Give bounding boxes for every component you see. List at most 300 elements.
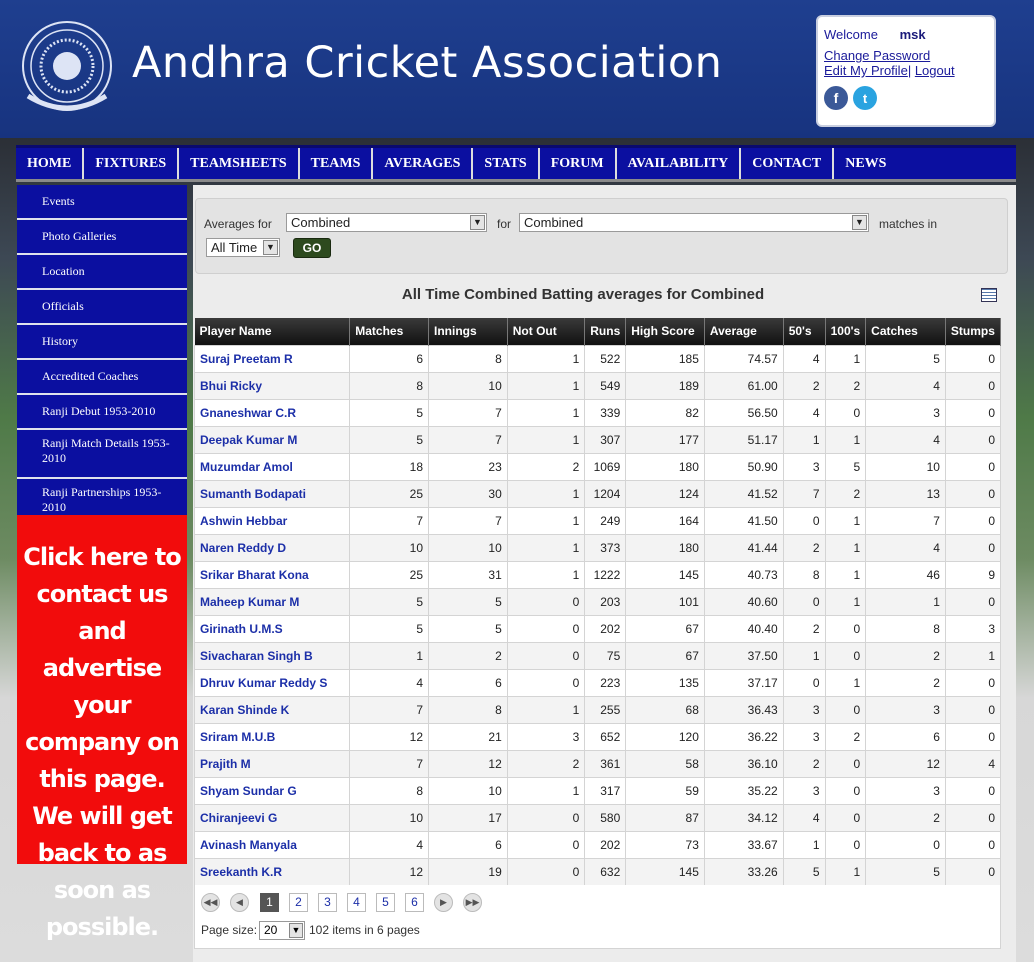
- table-cell: 0: [507, 858, 585, 885]
- player-name-link[interactable]: Girinath U.M.S: [195, 615, 350, 642]
- association-logo-icon: [18, 18, 116, 118]
- table-cell: 202: [585, 831, 626, 858]
- table-title: All Time Combined Batting averages for Combined: [401, 286, 765, 303]
- table-cell: 1: [825, 507, 866, 534]
- table-cell: 0: [507, 615, 585, 642]
- table-cell: 50.90: [704, 453, 783, 480]
- site-title: Andhra Cricket Association: [132, 38, 723, 88]
- table-cell: 1: [507, 345, 585, 372]
- table-cell: 0: [945, 399, 1000, 426]
- table-cell: 13: [866, 480, 946, 507]
- table-cell: 1: [507, 696, 585, 723]
- sidebar-item-ranji-match-details[interactable]: Ranji Match Details 1953-2010: [17, 430, 187, 479]
- table-cell: 3: [783, 723, 825, 750]
- table-cell: 1: [825, 534, 866, 561]
- sidebar-item-history[interactable]: History: [17, 325, 187, 360]
- table-cell: 549: [585, 372, 626, 399]
- player-name-link[interactable]: Dhruv Kumar Reddy S: [195, 669, 350, 696]
- col-high-score[interactable]: High Score: [626, 318, 705, 345]
- col-innings[interactable]: Innings: [429, 318, 508, 345]
- table-cell: 3: [866, 696, 946, 723]
- table-cell: 10: [866, 453, 946, 480]
- player-name-link[interactable]: Avinash Manyala: [195, 831, 350, 858]
- table-cell: 0: [507, 804, 585, 831]
- last-page-icon[interactable]: ▶▶: [463, 893, 482, 912]
- nav-stats[interactable]: STATS: [473, 148, 539, 179]
- table-cell: 0: [507, 588, 585, 615]
- table-cell: 7: [429, 507, 508, 534]
- sidebar: [17, 185, 187, 528]
- table-cell: 0: [945, 777, 1000, 804]
- items-info: 102 items in 6 pages: [309, 923, 420, 937]
- table-cell: 0: [825, 777, 866, 804]
- table-cell: 0: [866, 831, 946, 858]
- table-cell: 6: [429, 669, 508, 696]
- welcome-label: Welcome: [824, 27, 878, 42]
- table-cell: 0: [945, 426, 1000, 453]
- nav-news[interactable]: NEWS: [845, 155, 887, 171]
- table-row: [195, 858, 1001, 885]
- period-value: All Time: [211, 240, 258, 255]
- table-cell: 33.67: [704, 831, 783, 858]
- advertise-banner[interactable]: Click here to contact us and advertise your company on this page. We will get back to as soon as possible.: [17, 515, 187, 864]
- table-cell: 8: [783, 561, 825, 588]
- table-cell: 7: [350, 507, 429, 534]
- table-cell: 4: [945, 750, 1000, 777]
- table-cell: 40.60: [704, 588, 783, 615]
- nav-averages[interactable]: AVERAGES: [373, 148, 473, 179]
- table-cell: 5: [429, 615, 508, 642]
- player-name-link[interactable]: Maheep Kumar M: [195, 588, 350, 615]
- prev-page-icon[interactable]: ◀: [230, 893, 249, 912]
- table-cell: 7: [429, 399, 508, 426]
- table-cell: 4: [783, 345, 825, 372]
- table-cell: 1: [825, 426, 866, 453]
- player-name-link[interactable]: Shyam Sundar G: [195, 777, 350, 804]
- table-cell: 1: [507, 777, 585, 804]
- table-cell: 135: [626, 669, 705, 696]
- table-cell: 10: [429, 372, 508, 399]
- table-cell: 36.22: [704, 723, 783, 750]
- table-cell: 4: [350, 831, 429, 858]
- table-cell: 74.57: [704, 345, 783, 372]
- table-cell: 9: [945, 561, 1000, 588]
- table-cell: 35.22: [704, 777, 783, 804]
- table-cell: 1: [507, 372, 585, 399]
- user-box: [816, 15, 996, 127]
- nav-teams[interactable]: TEAMS: [300, 148, 374, 179]
- table-cell: 1: [825, 345, 866, 372]
- nav-home[interactable]: HOME: [16, 148, 84, 179]
- table-row: [195, 480, 1001, 507]
- table-row: [195, 777, 1001, 804]
- player-name-link[interactable]: Sreekanth K.R: [195, 858, 350, 885]
- table-cell: 189: [626, 372, 705, 399]
- table-cell: 0: [507, 831, 585, 858]
- table-cell: 23: [429, 453, 508, 480]
- table-cell: 67: [626, 615, 705, 642]
- player-name-link[interactable]: Sivacharan Singh B: [195, 642, 350, 669]
- averages-for-select[interactable]: [286, 213, 487, 232]
- table-cell: 145: [626, 858, 705, 885]
- nav-availability[interactable]: AVAILABILITY: [617, 148, 742, 179]
- table-cell: 17: [429, 804, 508, 831]
- table-cell: 0: [945, 831, 1000, 858]
- table-cell: 1: [866, 588, 946, 615]
- table-cell: 1: [507, 561, 585, 588]
- welcome-row: [824, 27, 988, 42]
- table-cell: 101: [626, 588, 705, 615]
- table-cell: 12: [350, 858, 429, 885]
- table-cell: 82: [626, 399, 705, 426]
- next-page-icon[interactable]: ▶: [434, 893, 453, 912]
- table-cell: 223: [585, 669, 626, 696]
- player-name-link[interactable]: Karan Shinde K: [195, 696, 350, 723]
- link-separator: |: [907, 63, 912, 78]
- page-size-value: 20: [264, 923, 278, 937]
- table-header-row: [195, 318, 1001, 345]
- table-cell: 7: [866, 507, 946, 534]
- batting-averages-table: [194, 318, 1001, 886]
- table-cell: 25: [350, 480, 429, 507]
- table-cell: 3: [866, 777, 946, 804]
- table-cell: 10: [350, 804, 429, 831]
- col-not-out[interactable]: Not Out: [507, 318, 585, 345]
- export-excel-icon[interactable]: [981, 288, 997, 302]
- table-cell: 18: [350, 453, 429, 480]
- table-cell: 59: [626, 777, 705, 804]
- page-number-3[interactable]: 3: [318, 893, 337, 912]
- table-cell: 0: [825, 831, 866, 858]
- table-cell: 8: [350, 372, 429, 399]
- table-cell: 3: [783, 453, 825, 480]
- col-stumps[interactable]: Stumps: [945, 318, 1000, 345]
- for-value: Combined: [524, 215, 584, 230]
- sidebar-item-officials[interactable]: Officials: [17, 290, 187, 325]
- table-cell: 203: [585, 588, 626, 615]
- table-cell: 185: [626, 345, 705, 372]
- player-name-link[interactable]: Sumanth Bodapati: [195, 480, 350, 507]
- table-cell: 2: [507, 750, 585, 777]
- table-row: [195, 426, 1001, 453]
- facebook-icon[interactable]: f: [824, 86, 848, 110]
- chevron-down-icon: ▼: [852, 215, 867, 230]
- table-cell: 580: [585, 804, 626, 831]
- table-cell: 7: [350, 750, 429, 777]
- player-name-link[interactable]: Srikar Bharat Kona: [195, 561, 350, 588]
- col-matches[interactable]: Matches: [350, 318, 429, 345]
- table-cell: 0: [507, 642, 585, 669]
- table-cell: 5: [429, 588, 508, 615]
- table-cell: 4: [866, 372, 946, 399]
- table-cell: 4: [783, 804, 825, 831]
- player-name-link[interactable]: Bhui Ricky: [195, 372, 350, 399]
- table-cell: 75: [585, 642, 626, 669]
- go-button[interactable]: GO: [293, 238, 331, 258]
- logout-link[interactable]: Logout: [914, 63, 955, 78]
- averages-filter: [195, 198, 1008, 274]
- table-cell: 5: [783, 858, 825, 885]
- table-cell: 6: [429, 831, 508, 858]
- table-cell: 1204: [585, 480, 626, 507]
- nav-forum[interactable]: FORUM: [540, 148, 617, 179]
- main-nav: [16, 145, 1016, 182]
- table-cell: 124: [626, 480, 705, 507]
- table-row: [195, 615, 1001, 642]
- table-cell: 4: [350, 669, 429, 696]
- table-row: [195, 561, 1001, 588]
- table-cell: 177: [626, 426, 705, 453]
- table-cell: 4: [866, 534, 946, 561]
- table-cell: 5: [350, 615, 429, 642]
- table-cell: 10: [429, 777, 508, 804]
- table-row: [195, 588, 1001, 615]
- col-fifties[interactable]: 50's: [783, 318, 825, 345]
- social-links: [824, 86, 988, 110]
- table-cell: 249: [585, 507, 626, 534]
- table-cell: 2: [866, 669, 946, 696]
- sidebar-item-ranji-debut[interactable]: Ranji Debut 1953-2010: [17, 395, 187, 430]
- table-cell: 0: [945, 669, 1000, 696]
- player-name-link[interactable]: Chiranjeevi G: [195, 804, 350, 831]
- table-cell: 21: [429, 723, 508, 750]
- site-header: [0, 0, 1034, 138]
- table-row: [195, 669, 1001, 696]
- chevron-down-icon: ▼: [470, 215, 485, 230]
- matches-in-label: matches in: [879, 217, 938, 231]
- col-average[interactable]: Average: [704, 318, 783, 345]
- table-cell: 1: [507, 399, 585, 426]
- table-cell: 87: [626, 804, 705, 831]
- table-row: [195, 507, 1001, 534]
- sidebar-item-ranji-partnerships[interactable]: Ranji Partnerships 1953-2010: [17, 479, 187, 528]
- table-cell: 3: [866, 399, 946, 426]
- table-cell: 0: [945, 588, 1000, 615]
- averages-for-label: Averages for: [204, 217, 272, 231]
- table-cell: 6: [350, 345, 429, 372]
- first-page-icon[interactable]: ◀◀: [201, 893, 220, 912]
- table-cell: 1: [825, 561, 866, 588]
- table-cell: 73: [626, 831, 705, 858]
- table-cell: 12: [866, 750, 946, 777]
- page-number-4[interactable]: 4: [347, 893, 366, 912]
- table-cell: 202: [585, 615, 626, 642]
- table-cell: 36.10: [704, 750, 783, 777]
- table-cell: 2: [783, 750, 825, 777]
- table-cell: 1: [783, 831, 825, 858]
- table-cell: 4: [783, 399, 825, 426]
- table-cell: 41.50: [704, 507, 783, 534]
- change-password-link[interactable]: Change Password: [824, 48, 931, 63]
- player-name-link[interactable]: Muzumdar Amol: [195, 453, 350, 480]
- table-cell: 3: [507, 723, 585, 750]
- table-cell: 46: [866, 561, 946, 588]
- table-cell: 2: [825, 372, 866, 399]
- table-cell: 6: [866, 723, 946, 750]
- table-cell: 8: [866, 615, 946, 642]
- table-cell: 31: [429, 561, 508, 588]
- player-name-link[interactable]: Deepak Kumar M: [195, 426, 350, 453]
- pager: [194, 885, 1001, 949]
- table-cell: 12: [429, 750, 508, 777]
- table-cell: 1222: [585, 561, 626, 588]
- col-catches[interactable]: Catches: [866, 318, 946, 345]
- table-cell: 2: [783, 372, 825, 399]
- table-cell: 0: [825, 615, 866, 642]
- for-label: for: [497, 217, 512, 231]
- table-cell: 164: [626, 507, 705, 534]
- player-name-link[interactable]: Suraj Preetam R: [195, 345, 350, 372]
- table-cell: 361: [585, 750, 626, 777]
- table-cell: 0: [945, 804, 1000, 831]
- player-name-link[interactable]: Prajith M: [195, 750, 350, 777]
- table-row: [195, 453, 1001, 480]
- page-number-1[interactable]: 1: [260, 893, 279, 912]
- table-cell: 58: [626, 750, 705, 777]
- table-cell: 2: [429, 642, 508, 669]
- table-row: [195, 831, 1001, 858]
- table-cell: 40.73: [704, 561, 783, 588]
- edit-profile-link[interactable]: Edit My Profile: [824, 63, 908, 78]
- table-cell: 3: [945, 615, 1000, 642]
- table-cell: 33.26: [704, 858, 783, 885]
- table-row: [195, 372, 1001, 399]
- table-cell: 522: [585, 345, 626, 372]
- twitter-icon[interactable]: t: [853, 86, 877, 110]
- nav-contact[interactable]: CONTACT: [741, 148, 834, 179]
- col-runs[interactable]: Runs: [585, 318, 626, 345]
- page-size-select[interactable]: [259, 921, 305, 940]
- table-cell: 0: [783, 588, 825, 615]
- table-cell: 145: [626, 561, 705, 588]
- table-cell: 4: [866, 426, 946, 453]
- table-cell: 5: [866, 345, 946, 372]
- table-row: [195, 696, 1001, 723]
- period-select[interactable]: [206, 238, 280, 257]
- col-player-name[interactable]: Player Name: [195, 318, 350, 345]
- table-row: [195, 345, 1001, 372]
- table-cell: 0: [825, 804, 866, 831]
- table-cell: 307: [585, 426, 626, 453]
- table-cell: 1: [945, 642, 1000, 669]
- table-cell: 2: [825, 723, 866, 750]
- table-cell: 51.17: [704, 426, 783, 453]
- table-cell: 1: [825, 858, 866, 885]
- page-number-6[interactable]: 6: [405, 893, 424, 912]
- table-cell: 2: [866, 642, 946, 669]
- table-cell: 67: [626, 642, 705, 669]
- table-cell: 40.40: [704, 615, 783, 642]
- table-cell: 0: [945, 480, 1000, 507]
- table-cell: 0: [945, 858, 1000, 885]
- table-cell: 10: [429, 534, 508, 561]
- table-cell: 0: [945, 453, 1000, 480]
- username: msk: [899, 27, 926, 42]
- table-cell: 180: [626, 534, 705, 561]
- table-cell: 0: [945, 696, 1000, 723]
- table-cell: 3: [783, 777, 825, 804]
- table-cell: 1: [507, 534, 585, 561]
- table-cell: 373: [585, 534, 626, 561]
- table-cell: 37.50: [704, 642, 783, 669]
- table-cell: 0: [945, 507, 1000, 534]
- table-cell: 0: [945, 345, 1000, 372]
- table-cell: 56.50: [704, 399, 783, 426]
- table-cell: 7: [429, 426, 508, 453]
- nav-teamsheets[interactable]: TEAMSHEETS: [179, 148, 299, 179]
- player-name-link[interactable]: Ashwin Hebbar: [195, 507, 350, 534]
- table-cell: 12: [350, 723, 429, 750]
- table-cell: 8: [350, 777, 429, 804]
- table-cell: 10: [350, 534, 429, 561]
- table-cell: 2: [507, 453, 585, 480]
- nav-fixtures[interactable]: FIXTURES: [84, 148, 179, 179]
- player-name-link[interactable]: Naren Reddy D: [195, 534, 350, 561]
- table-cell: 2: [825, 480, 866, 507]
- page-size-label: Page size:: [201, 923, 258, 937]
- table-row: [195, 804, 1001, 831]
- page-number-2[interactable]: 2: [289, 893, 308, 912]
- table-cell: 5: [825, 453, 866, 480]
- table-cell: 36.43: [704, 696, 783, 723]
- table-cell: 0: [825, 642, 866, 669]
- table-cell: 41.44: [704, 534, 783, 561]
- for-select[interactable]: [519, 213, 869, 232]
- table-cell: 1: [783, 426, 825, 453]
- table-cell: 1: [825, 669, 866, 696]
- player-name-link[interactable]: Gnaneshwar C.R: [195, 399, 350, 426]
- table-cell: 317: [585, 777, 626, 804]
- table-cell: 0: [783, 507, 825, 534]
- table-row: [195, 723, 1001, 750]
- sidebar-item-photo-galleries[interactable]: Photo Galleries: [17, 220, 187, 255]
- table-cell: 1: [825, 588, 866, 615]
- table-row: [195, 750, 1001, 777]
- table-cell: 5: [350, 426, 429, 453]
- table-cell: 2: [866, 804, 946, 831]
- table-row: [195, 642, 1001, 669]
- sidebar-item-location[interactable]: Location: [17, 255, 187, 290]
- table-cell: 8: [429, 345, 508, 372]
- sidebar-item-events[interactable]: Events: [17, 185, 187, 220]
- table-cell: 255: [585, 696, 626, 723]
- player-name-link[interactable]: Sriram M.U.B: [195, 723, 350, 750]
- table-cell: 1: [507, 480, 585, 507]
- table-cell: 5: [866, 858, 946, 885]
- table-cell: 5: [350, 588, 429, 615]
- sidebar-item-accredited-coaches[interactable]: Accredited Coaches: [17, 360, 187, 395]
- table-cell: 1: [783, 642, 825, 669]
- table-cell: 7: [350, 696, 429, 723]
- table-cell: 0: [507, 669, 585, 696]
- chevron-down-icon: ▼: [263, 240, 278, 255]
- table-cell: 339: [585, 399, 626, 426]
- col-hundreds[interactable]: 100's: [825, 318, 866, 345]
- page-number-5[interactable]: 5: [376, 893, 395, 912]
- table-cell: 0: [945, 534, 1000, 561]
- table-body: [195, 345, 1001, 885]
- table-cell: 34.12: [704, 804, 783, 831]
- table-row: [195, 399, 1001, 426]
- table-cell: 1: [507, 507, 585, 534]
- table-cell: 37.17: [704, 669, 783, 696]
- table-cell: 180: [626, 453, 705, 480]
- table-cell: 0: [825, 750, 866, 777]
- table-cell: 120: [626, 723, 705, 750]
- table-cell: 8: [429, 696, 508, 723]
- table-cell: 1: [507, 426, 585, 453]
- table-cell: 68: [626, 696, 705, 723]
